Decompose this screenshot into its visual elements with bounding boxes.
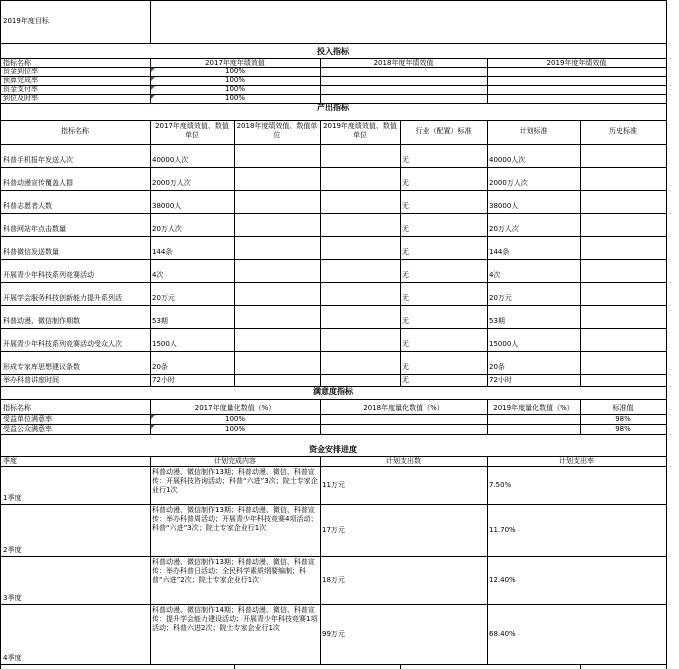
output-row-industry: 无 [402,317,409,325]
col-header-name: 指标名称 [3,404,31,412]
grid-line [666,0,667,669]
cell-error-indicator-icon [151,415,155,419]
grid-line [320,399,321,434]
grid-line [0,43,666,44]
satisfaction-row-name: 受益公众满意率 [3,425,52,433]
output-row-plan: 72小时 [489,376,512,384]
input-row-name: 预算完成率 [3,76,38,84]
funding-row-amount: 11万元 [322,481,345,489]
grid-line [487,120,488,386]
grid-line [0,328,666,329]
grid-line [0,120,666,121]
output-row-industry: 无 [402,376,409,384]
output-row-industry: 无 [402,225,409,233]
output-row-name: 科普动漫宣传覆盖人群 [3,179,73,187]
satisfaction-row-2017: 100% [224,415,245,423]
grid-line [234,664,235,669]
col-header-plan: 计划标准 [519,127,548,135]
output-row-name: 科普动漫、微信制作期数 [3,317,80,325]
output-row-2017: 38000人 [152,202,182,210]
col-header-2019: 2019年度量化数值（%） [493,404,574,412]
output-row-industry: 无 [402,179,409,187]
output-row-plan: 4次 [489,271,501,279]
output-row-industry: 无 [402,248,409,256]
grid-line [487,58,488,103]
col-header-name: 指标名称 [3,59,31,67]
output-section-heading: 产出指标 [317,103,349,112]
output-row-name: 科普手机报年发送人次 [3,156,73,164]
cell-error-indicator-icon [151,77,155,81]
output-row-name: 科普志愿者人数 [3,202,52,210]
output-row-2017: 144条 [152,248,173,256]
cell-error-indicator-icon [151,425,155,429]
col-header-history: 历史标准 [609,127,637,135]
output-row-2017: 40000人次 [152,156,189,164]
output-row-plan: 144条 [489,248,510,256]
grid-line [0,351,666,352]
funding-section-heading: 资金安排进度 [309,445,357,454]
output-row-2017: 20万人次 [152,225,182,233]
output-row-plan: 40000人次 [489,156,526,164]
input-row-2017: 100% [224,67,245,75]
cell-error-indicator-icon [151,86,155,90]
input-section-heading: 投入指标 [317,47,349,56]
sheet-title: 2019年度目标 [3,17,49,25]
funding-row-content: 科普动漫、微信制作13期；科普动漫、微信、科普宣传：举办科普周活动；开展青少年科技竞赛4项活动；科普“六进”3次；院士专家企业行1次 [152,506,318,532]
funding-row-rate: 68.40% [489,630,516,638]
grid-line [0,213,666,214]
output-row-2017: 4次 [152,271,164,279]
satisfaction-section-heading: 满意度指标 [313,387,353,396]
col-header-content: 计划完成内容 [214,457,256,465]
input-row-2017: 100% [224,85,245,93]
output-row-name: 形成专家库思想建议条数 [3,363,80,371]
output-row-plan: 20万人次 [489,225,519,233]
col-header-name: 指标名称 [61,127,89,135]
output-row-name: 科普网站年点击数量 [3,225,66,233]
input-row-name: 资金到位率 [3,67,38,75]
funding-row-amount: 17万元 [322,526,345,534]
output-row-name: 科普微信发送数量 [3,248,59,256]
grid-line [487,456,488,664]
grid-line [320,456,321,664]
output-row-2017: 20条 [152,363,168,371]
funding-row-rate: 12.40% [489,576,516,584]
cell-error-indicator-icon [151,68,155,72]
funding-row-content: 科普动漫、微信制作13期；科普动漫、微信、科普宣传：开展科技咨询活动；科普“六进”3次；院士专家企业行1次 [152,468,318,494]
col-header-rate: 计划支出率 [559,457,594,465]
output-row-plan: 15000人 [489,340,519,348]
output-row-2017: 2000万人次 [152,179,191,187]
grid-line [487,399,488,434]
col-header-2017: 2017年度绩效值、数值单位 [155,122,229,139]
grid-line [400,120,401,386]
col-header-amount: 计划支出数 [386,457,421,465]
input-row-2017: 100% [224,76,245,84]
grid-line [0,259,666,260]
funding-row-quarter: 3季度 [3,594,22,602]
col-header-2018: 2018年度年绩效值 [373,59,434,67]
grid-line [234,120,235,386]
col-header-quarter: 季度 [3,457,17,465]
output-row-plan: 20万元 [489,294,512,302]
grid-line [0,282,666,283]
satisfaction-row-standard: 98% [615,425,631,433]
grid-line [0,167,666,168]
grid-line [320,58,321,103]
funding-row-quarter: 2季度 [3,546,22,554]
col-header-2017: 2017年度量化数值（%） [194,404,276,412]
col-header-standard: 标准值 [612,404,634,412]
grid-line [580,664,581,669]
funding-row-amount: 18万元 [322,576,345,584]
grid-line [0,504,666,505]
grid-line [580,399,581,434]
satisfaction-row-standard: 98% [615,415,631,423]
col-header-2018: 2018年度量化数值（%） [363,404,444,412]
grid-line [0,434,666,435]
output-row-industry: 无 [402,363,409,371]
grid-line [580,120,581,386]
output-row-2017: 1500人 [152,340,177,348]
funding-row-quarter: 4季度 [3,654,22,662]
grid-line [0,399,666,400]
input-row-name: 资金支付率 [3,85,38,93]
grid-line [0,556,666,557]
output-row-name: 开展学会服务科技创新能力提升系列活 [3,294,122,302]
output-row-industry: 无 [402,340,409,348]
grid-line [0,305,666,306]
col-header-industry: 行业（配置）标准 [415,127,472,135]
output-row-industry: 无 [402,271,409,279]
output-row-name: 开展青少年科技系列竞赛活动 [3,271,94,279]
grid-line [320,120,321,386]
input-row-2017: 100% [224,94,245,102]
funding-row-content: 科普动漫、微信制作13期；科普动漫、微信、科普宣传：举办科普日活动：全民科学素质纲要编制；科普“六进”2次；院士专家企业行1次 [152,558,315,584]
funding-row-rate: 7.50% [489,481,512,489]
output-row-industry: 无 [402,294,409,302]
grid-line [400,664,401,669]
satisfaction-row-name: 受益单位满意率 [3,415,52,423]
grid-line [0,466,666,467]
col-header-2018: 2018年度绩效值、数值单位 [236,122,318,139]
output-row-plan: 20条 [489,363,505,371]
grid-line [150,0,151,43]
output-row-plan: 2000万人次 [489,179,528,187]
output-row-industry: 无 [402,156,409,164]
col-header-2019: 2019年度年绩效值 [546,59,607,67]
grid-line [0,604,666,605]
output-row-plan: 38000人 [489,202,519,210]
funding-row-amount: 99万元 [322,630,345,638]
output-row-2017: 72小时 [152,376,175,384]
grid-line [0,0,666,1]
grid-line [0,664,666,665]
grid-line [150,58,151,103]
output-row-2017: 53期 [152,317,168,325]
funding-row-rate: 11.70% [489,526,516,534]
output-row-industry: 无 [402,202,409,210]
satisfaction-row-2017: 100% [224,425,245,433]
input-row-name: 到位及时率 [3,94,38,102]
output-row-name: 举办科普讲座时间 [3,376,59,384]
grid-line [150,456,151,664]
output-row-plan: 53期 [489,317,505,325]
output-row-2017: 20万元 [152,294,175,302]
grid-line [0,190,666,191]
grid-line [0,236,666,237]
grid-line [150,120,151,386]
col-header-2019: 2019年度绩效值、数值单位 [323,122,397,139]
grid-line [0,144,666,145]
grid-line [150,399,151,434]
col-header-2017: 2017年度年绩效值 [205,59,265,67]
funding-row-content: 科普动漫、微信制作14期；科普动漫、微信、科普宣传：提升学会能力建设活动；开展青少年科技竞赛1项活动；科普六进2次；院士专家企业行1次 [152,606,318,632]
grid-line [0,374,666,375]
grid-line [0,0,1,669]
output-row-name: 开展青少年科技系列竞赛活动受众人次 [3,340,122,348]
funding-row-quarter: 1季度 [3,494,22,502]
cell-error-indicator-icon [151,95,155,99]
